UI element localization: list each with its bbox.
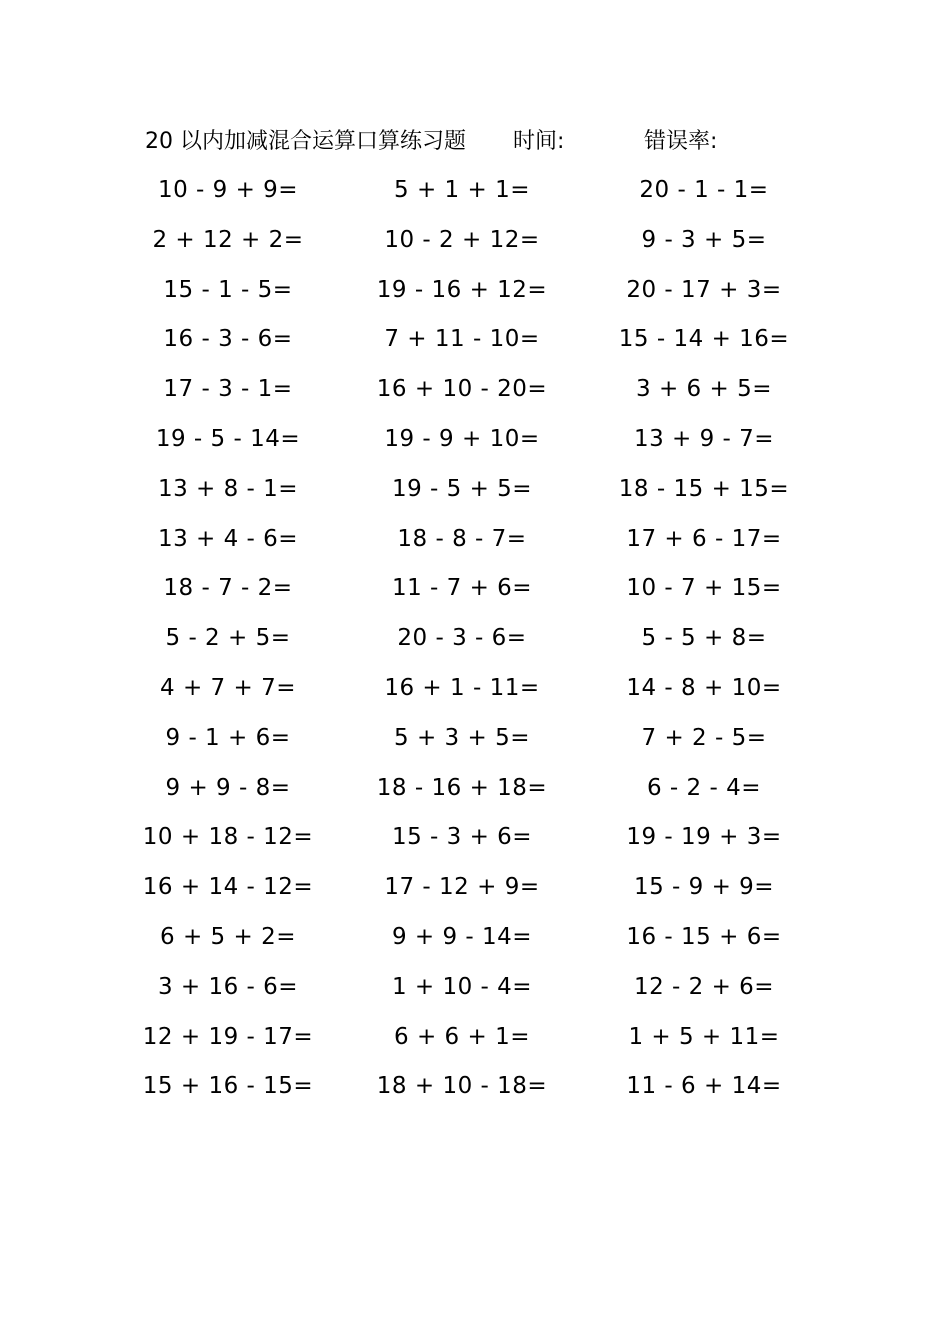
- problem-row: [0, 1017, 950, 1067]
- arithmetic-problem: 16 - 3 - 6=: [163, 326, 293, 353]
- problem-row: [0, 369, 950, 419]
- arithmetic-problem: 15 + 16 - 15=: [142, 1073, 314, 1100]
- arithmetic-problem: 15 - 9 + 9=: [633, 874, 775, 901]
- arithmetic-problem: 15 - 3 + 6=: [391, 824, 533, 851]
- arithmetic-problem: 5 + 3 + 5=: [394, 724, 530, 751]
- arithmetic-problem: 18 + 10 - 18=: [376, 1073, 548, 1100]
- worksheet-title: 20 以内加减混合运算口算练习题: [145, 129, 466, 154]
- arithmetic-problem: 12 - 2 + 6=: [633, 973, 775, 1000]
- arithmetic-problem: 19 - 19 + 3=: [626, 824, 782, 851]
- arithmetic-problem: 10 - 2 + 12=: [384, 226, 540, 253]
- arithmetic-problem: 19 - 16 + 12=: [376, 276, 548, 303]
- arithmetic-problem: 14 - 8 + 10=: [626, 674, 782, 701]
- arithmetic-problem: 5 + 1 + 1=: [394, 177, 530, 203]
- problem-row: [0, 817, 950, 867]
- problem-row: [0, 768, 950, 818]
- arithmetic-problem: 6 + 5 + 2=: [160, 923, 296, 950]
- arithmetic-problem: 10 - 9 + 9=: [157, 177, 299, 203]
- arithmetic-problem: 9 + 9 - 14=: [391, 923, 533, 950]
- arithmetic-problem: 11 - 6 + 14=: [626, 1073, 782, 1100]
- arithmetic-problem: 13 + 4 - 6=: [157, 525, 299, 552]
- arithmetic-problem: 6 - 2 - 4=: [646, 774, 761, 801]
- error-rate-label: 错误率:: [644, 129, 718, 154]
- problem-grid: [0, 170, 950, 1116]
- arithmetic-problem: 10 + 18 - 12=: [142, 824, 314, 851]
- arithmetic-problem: 16 + 10 - 20=: [376, 376, 548, 403]
- arithmetic-problem: 20 - 17 + 3=: [626, 276, 782, 303]
- arithmetic-problem: 3 + 16 - 6=: [157, 973, 299, 1000]
- arithmetic-problem: 16 + 1 - 11=: [384, 674, 540, 701]
- arithmetic-problem: 17 - 3 - 1=: [163, 376, 293, 403]
- arithmetic-problem: 18 - 16 + 18=: [376, 774, 548, 801]
- arithmetic-problem: 15 - 1 - 5=: [163, 276, 293, 303]
- problem-row: [0, 917, 950, 967]
- arithmetic-problem: 2 + 12 + 2=: [152, 226, 304, 253]
- problem-row: [0, 270, 950, 320]
- arithmetic-problem: 18 - 15 + 15=: [618, 475, 790, 502]
- arithmetic-problem: 1 + 5 + 11=: [628, 1023, 780, 1050]
- problem-row: [0, 1066, 950, 1116]
- problem-row: [0, 718, 950, 768]
- problem-row: [0, 319, 950, 369]
- arithmetic-problem: 3 + 6 + 5=: [636, 376, 772, 403]
- arithmetic-problem: 9 - 3 + 5=: [641, 226, 767, 253]
- problem-row: [0, 568, 950, 618]
- arithmetic-problem: 7 + 2 - 5=: [641, 724, 767, 751]
- problem-row: [0, 220, 950, 270]
- arithmetic-problem: 15 - 14 + 16=: [618, 326, 790, 353]
- arithmetic-problem: 5 - 2 + 5=: [165, 625, 291, 652]
- arithmetic-problem: 5 - 5 + 8=: [641, 625, 767, 652]
- arithmetic-problem: 6 + 6 + 1=: [394, 1023, 530, 1050]
- problem-row: [0, 170, 950, 220]
- problem-row: [0, 419, 950, 469]
- arithmetic-problem: 1 + 10 - 4=: [391, 973, 533, 1000]
- arithmetic-problem: 19 - 5 - 14=: [155, 425, 301, 452]
- problem-row: [0, 469, 950, 519]
- arithmetic-problem: 17 + 6 - 17=: [626, 525, 782, 552]
- problem-row: [0, 618, 950, 668]
- problem-row: [0, 967, 950, 1017]
- arithmetic-problem: 4 + 7 + 7=: [160, 674, 296, 701]
- arithmetic-problem: 18 - 8 - 7=: [397, 525, 527, 552]
- problem-row: [0, 519, 950, 569]
- arithmetic-problem: 11 - 7 + 6=: [391, 575, 533, 602]
- arithmetic-problem: 19 - 5 + 5=: [391, 475, 533, 502]
- arithmetic-problem: 12 + 19 - 17=: [142, 1023, 314, 1050]
- arithmetic-problem: 9 + 9 - 8=: [165, 774, 291, 801]
- arithmetic-problem: 13 + 9 - 7=: [633, 425, 775, 452]
- arithmetic-problem: 10 - 7 + 15=: [626, 575, 782, 602]
- problem-row: [0, 668, 950, 718]
- arithmetic-problem: 13 + 8 - 1=: [157, 475, 299, 502]
- arithmetic-problem: 18 - 7 - 2=: [163, 575, 293, 602]
- arithmetic-problem: 16 - 15 + 6=: [626, 923, 782, 950]
- arithmetic-problem: 17 - 12 + 9=: [384, 874, 540, 901]
- time-label: 时间:: [513, 129, 565, 154]
- arithmetic-problem: 20 - 1 - 1=: [639, 177, 769, 203]
- arithmetic-problem: 19 - 9 + 10=: [384, 425, 540, 452]
- problem-row: [0, 867, 950, 917]
- arithmetic-problem: 9 - 1 + 6=: [165, 724, 291, 751]
- arithmetic-problem: 20 - 3 - 6=: [397, 625, 527, 652]
- arithmetic-problem: 16 + 14 - 12=: [142, 874, 314, 901]
- arithmetic-problem: 7 + 11 - 10=: [384, 326, 540, 353]
